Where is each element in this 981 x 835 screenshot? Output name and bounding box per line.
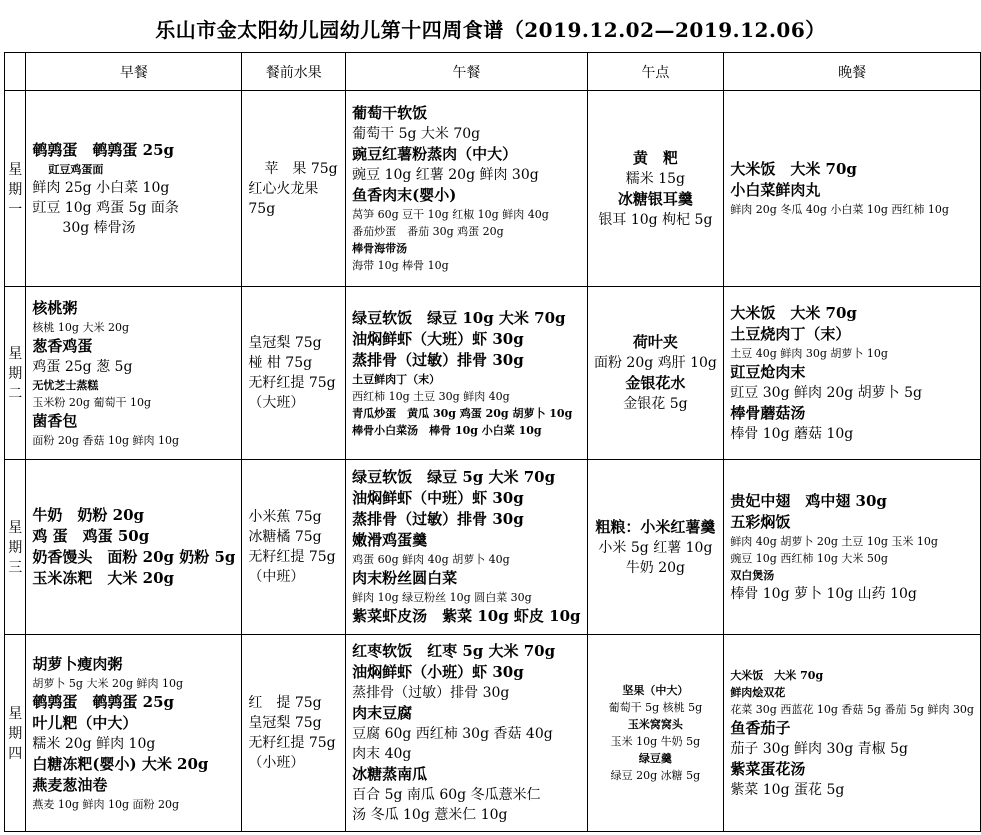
fruit-cell: [242, 635, 346, 832]
menu-line: 玉米窝窝头: [627, 718, 683, 731]
menu-line: 土豆鲜肉丁（末）: [352, 372, 441, 386]
menu-line: 肉末 40g: [352, 746, 412, 762]
menu-line: 鸡 蛋 鸡蛋 50g: [32, 527, 150, 545]
menu-line: 皇冠梨 75g: [248, 335, 322, 351]
lunch-cell: [346, 287, 587, 460]
breakfast-cell: [26, 460, 242, 635]
menu-line: 鱼香肉末(婴小): [352, 186, 457, 204]
breakfast-cell: [26, 287, 242, 460]
menu-line: 糯米 15g: [625, 170, 686, 187]
table-row: [5, 91, 981, 287]
menu-line: 青瓜炒蛋 黄瓜 30g 鸡蛋 20g 胡萝卜 10g: [352, 406, 573, 420]
menu-line: 豌豆 10g 西红柿 10g 大米 50g: [730, 551, 888, 565]
menu-line: 燕麦 10g 鲜肉 10g 面粉 20g: [32, 797, 180, 811]
menu-line: 油焖鲜虾（小班）虾 30g: [352, 663, 524, 681]
menu-line: 百合 5g 南瓜 60g 冬瓜薏米仁: [352, 787, 541, 803]
lunch-cell: [346, 635, 587, 832]
menu-line: 玉米 10g 牛奶 5g: [610, 735, 701, 748]
menu-line: 双白煲汤: [730, 568, 775, 582]
menu-line: 面粉 20g 香菇 10g 鲜肉 10g: [32, 433, 180, 447]
menu-line: 莴笋 60g 豆干 10g 红椒 10g 鲜肉 40g: [352, 208, 549, 221]
menu-line: 冰糖蒸南瓜: [352, 765, 428, 783]
snack-cell: [587, 635, 724, 832]
menu-line: 海带 10g 棒骨 10g: [352, 259, 449, 272]
menu-line: 蒸排骨（过敏）排骨 30g: [352, 350, 524, 369]
menu-line: 油焖鲜虾（中班）虾 30g: [352, 489, 524, 507]
table-row: [5, 635, 981, 832]
menu-line: 面粉 20g 鸡肝 10g: [593, 355, 717, 371]
header-cell: 餐前水果: [242, 53, 346, 91]
menu-line: 牛奶 奶粉 20g: [32, 506, 145, 524]
menu-line: 油焖鲜虾（大班）虾 30g: [352, 329, 524, 348]
menu-line: 红 提 75g: [248, 695, 322, 711]
menu-line: 绿豆羹: [638, 752, 672, 765]
lunch-cell: [346, 460, 587, 635]
menu-line: 肉末豆腐: [352, 704, 413, 722]
menu-line: 豇豆炝肉末: [730, 362, 806, 381]
menu-line: 小白菜鲜肉丸: [730, 181, 821, 199]
menu-line: 黄 粑: [632, 148, 678, 167]
menu-line: 牛奶 20g: [625, 559, 686, 576]
menu-line: 葡萄干 5g 大米 70g: [352, 126, 481, 142]
dinner-cell: [724, 460, 981, 635]
menu-line: 鸡蛋 25g 葱 5g: [32, 358, 133, 375]
menu-line: 番茄炒蛋 番茄 30g 鸡蛋 20g: [352, 225, 504, 238]
menu-line: 胡萝卜 5g 大米 20g 鲜肉 10g: [32, 676, 184, 690]
header-cell: [5, 53, 26, 91]
menu-line: 花菜 30g 西蓝花 10g 香菇 5g 番茄 5g 鲜肉 30g: [730, 702, 974, 716]
menu-line: 冰糖银耳羹: [617, 189, 693, 208]
header-cell: 午餐: [346, 53, 587, 91]
menu-line: 金银花水: [625, 374, 686, 392]
menu-line: 蒸排骨（过敏）排骨 30g: [352, 685, 510, 701]
menu-line: 棒骨 10g 蘑菇 10g: [730, 425, 854, 442]
snack-cell: [587, 460, 724, 635]
dinner-cell: [724, 91, 981, 287]
menu-line: 紫菜 10g 蛋花 5g: [730, 781, 845, 798]
menu-line: （大班）: [248, 395, 305, 411]
menu-line: 肉末粉丝圆白菜: [352, 569, 458, 587]
fruit-cell: [242, 91, 346, 287]
menu-line: 坚果（中大）: [622, 684, 689, 697]
dinner-cell: [724, 287, 981, 460]
menu-line: 棒骨小白菜汤 棒骨 10g 小白菜 10g: [352, 423, 542, 437]
menu-line: 银耳 10g 枸杞 5g: [598, 211, 713, 228]
menu-line: 鲜肉 10g 绿豆粉丝 10g 圆白菜 30g: [352, 591, 532, 604]
header-cell: 晚餐: [724, 53, 981, 91]
menu-line: 无忧芝士蒸糕: [32, 378, 99, 392]
menu-line: 豌豆 10g 红薯 20g 鲜肉 30g: [352, 167, 539, 183]
menu-line: 五彩焖饭: [730, 512, 791, 531]
day-label: 星期四: [5, 635, 26, 832]
header-cell: 早餐: [26, 53, 242, 91]
menu-line: 豆腐 60g 西红柿 30g 香菇 40g: [352, 726, 553, 742]
menu-line: 葡萄干 5g 核桃 5g: [608, 701, 703, 714]
menu-line: 土豆 40g 鲜肉 30g 胡萝卜 10g: [730, 346, 888, 360]
menu-line: 菌香包: [32, 411, 78, 430]
menu-line: 无籽红提 75g: [248, 549, 336, 565]
menu-line: 鲜肉 40g 胡萝卜 20g 土豆 10g 玉米 10g: [730, 534, 938, 548]
menu-line: 冰糖橘 75g: [248, 529, 322, 545]
menu-line: 西红柿 10g 土豆 30g 鲜肉 40g: [352, 389, 510, 403]
menu-line: 荷叶夹: [632, 333, 678, 351]
menu-line: 大米饭 大米 70g: [730, 160, 857, 178]
menu-line: 豇豆 10g 鸡蛋 5g 面条: [32, 199, 179, 216]
menu-line: （中班）: [248, 569, 305, 585]
menu-line: 叶儿粑（中大）: [32, 713, 138, 732]
fruit-cell: [242, 460, 346, 635]
menu-line: 核桃 10g 大米 20g: [32, 320, 129, 334]
menu-line: 茄子 30g 鲜肉 30g 青椒 5g: [730, 740, 908, 757]
menu-line: 糯米 20g 鲜肉 10g: [32, 735, 156, 752]
menu-line: 小米蕉 75g: [248, 509, 322, 525]
snack-cell: [587, 287, 724, 460]
menu-table: [4, 52, 981, 832]
menu-line: 蒸排骨（过敏）排骨 30g: [352, 510, 524, 528]
menu-line: 玉米冻粑 大米 20g: [32, 569, 175, 587]
menu-line: 金银花 5g: [623, 396, 688, 412]
header-row: [5, 53, 981, 91]
menu-line: 燕麦葱油卷: [32, 775, 108, 794]
menu-line: 棒骨 10g 萝卜 10g 山药 10g: [730, 585, 917, 602]
menu-line: 粗粮：小米红薯羹: [595, 517, 716, 536]
menu-line: 30g 棒骨汤: [62, 219, 136, 236]
menu-line: 鲜肉 25g 小白菜 10g: [32, 179, 170, 196]
menu-line: 紫菜蛋花汤: [730, 759, 806, 778]
menu-line: 葡萄干软饭: [352, 104, 428, 122]
menu-line: 核桃粥: [32, 298, 78, 317]
dinner-cell: [724, 635, 981, 832]
menu-line: 无籽红提 75g: [248, 375, 336, 391]
menu-line: 绿豆软饭 绿豆 10g 大米 70g: [352, 308, 566, 327]
menu-line: 白糖冻粑(婴小) 大米 20g: [32, 754, 209, 773]
lunch-cell: [346, 91, 587, 287]
menu-line: 红心火龙果: [248, 180, 319, 197]
menu-line: 皇冠梨 75g: [248, 715, 322, 731]
menu-line: 大米饭 大米 70g: [730, 303, 857, 322]
menu-line: 鲜肉 20g 冬瓜 40g 小白菜 10g 西红柿 10g: [730, 203, 949, 216]
menu-line: 大米饭 大米 70g: [730, 668, 824, 682]
menu-line: 豇豆 30g 鲜肉 20g 胡萝卜 5g: [730, 384, 922, 401]
page-title: 乐山市金太阳幼儿园幼儿第十四周食谱（2019.12.02—2019.12.06）: [155, 18, 826, 42]
menu-line: 无籽红提 75g: [248, 735, 336, 751]
menu-line: 棒骨蘑菇汤: [730, 403, 806, 422]
menu-line: 鹌鹑蛋 鹌鹑蛋 25g: [32, 692, 175, 711]
day-label: 星期三: [5, 460, 26, 635]
menu-line: 豌豆红薯粉蒸肉（中大）: [352, 145, 518, 163]
fruit-cell: [242, 287, 346, 460]
menu-line: 椪 柑 75g: [248, 355, 313, 371]
menu-line: 嫩滑鸡蛋羹: [352, 531, 428, 549]
menu-line: 鱼香茄子: [730, 718, 791, 737]
menu-line: 紫菜虾皮汤 紫菜 10g 虾皮 10g: [352, 607, 581, 625]
breakfast-cell: [26, 635, 242, 832]
menu-line: 贵妃中翅 鸡中翅 30g: [730, 491, 887, 510]
menu-line: 苹 果 75g: [264, 160, 338, 177]
menu-line: 葱香鸡蛋: [32, 336, 93, 355]
breakfast-cell: [26, 91, 242, 287]
day-label: 星期一: [5, 91, 26, 287]
snack-cell: [587, 91, 724, 287]
menu-line: 汤 冬瓜 10g 薏米仁 10g: [352, 807, 508, 823]
menu-line: 土豆烧肉丁（末）: [730, 324, 851, 343]
header-cell: 午点: [587, 53, 724, 91]
menu-line: 鹌鹑蛋 鹌鹑蛋 25g: [32, 140, 175, 159]
menu-line: 鲜肉烩双花: [730, 685, 786, 699]
table-row: [5, 287, 981, 460]
menu-line: 绿豆 20g 冰糖 5g: [610, 769, 701, 782]
menu-line: 75g: [248, 200, 276, 217]
menu-line: 小米 5g 红薯 10g: [598, 539, 713, 556]
menu-line: 绿豆软饭 绿豆 5g 大米 70g: [352, 468, 556, 486]
menu-line: 奶香馒头 面粉 20g 奶粉 5g: [32, 548, 236, 566]
day-label: 星期二: [5, 287, 26, 460]
menu-line: （小班）: [248, 755, 305, 771]
menu-line: 鸡蛋 60g 鲜肉 40g 胡萝卜 40g: [352, 553, 510, 566]
menu-line: 玉米粉 20g 葡萄干 10g: [32, 395, 151, 409]
menu-line: 棒骨海带汤: [352, 242, 408, 255]
menu-line: 红枣软饭 红枣 5g 大米 70g: [352, 642, 556, 660]
menu-line: 豇豆鸡蛋面: [48, 162, 104, 176]
menu-line: 胡萝卜瘦肉粥: [32, 654, 123, 673]
table-row: [5, 460, 981, 635]
